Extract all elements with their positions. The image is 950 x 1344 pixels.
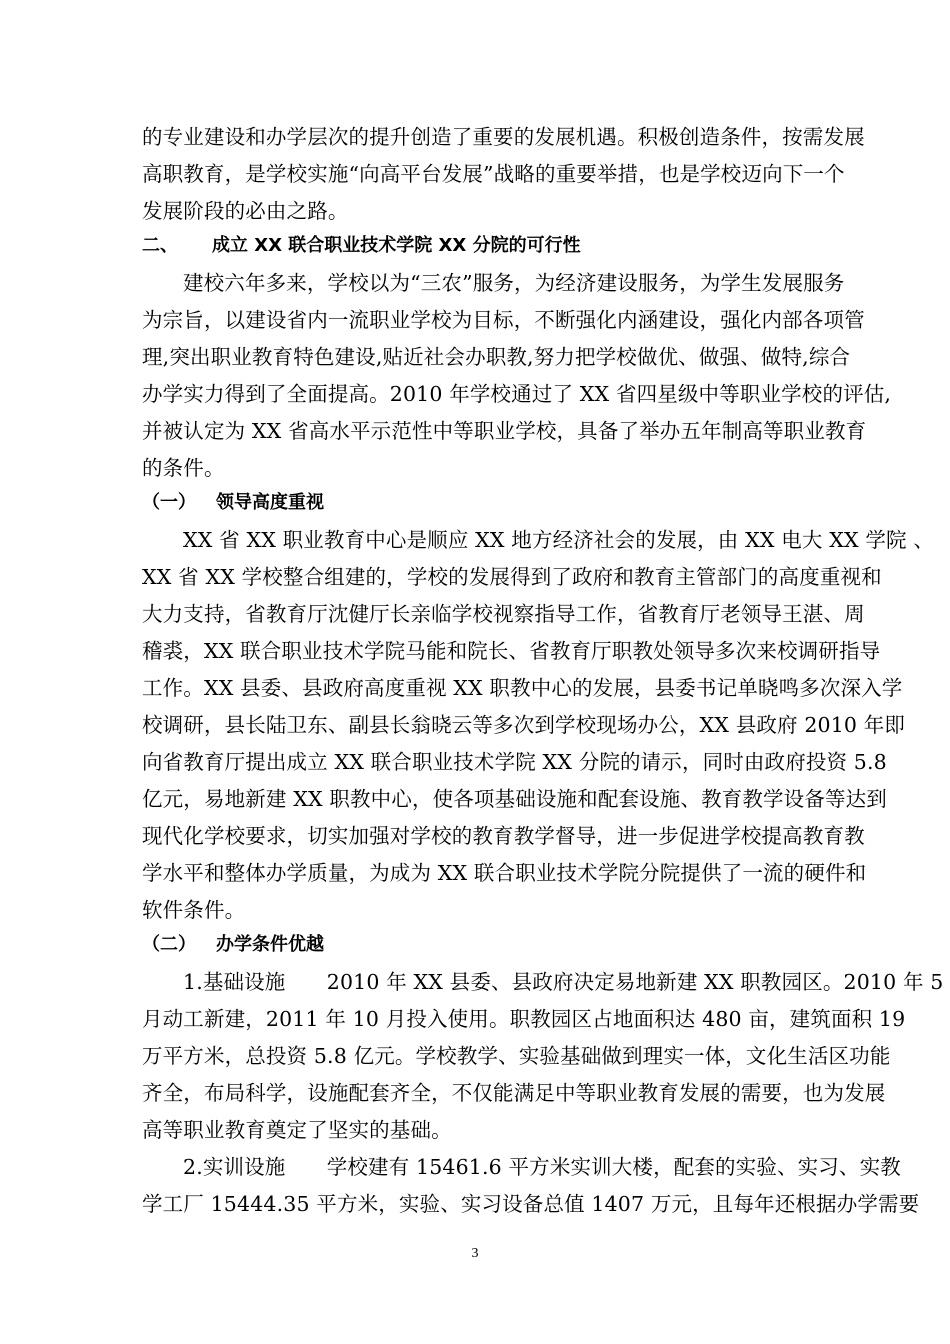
page-number: 3 bbox=[471, 1246, 479, 1261]
body-line: 高职教育，是学校实施“向高平台发展”战略的重要举措，也是学校迈向下一个 bbox=[142, 162, 845, 186]
body-line: 办学实力得到了全面提高。2010 年学校通过了 XX 省四星级中等职业学校的评估, bbox=[142, 382, 892, 406]
section-heading-number: 二、 bbox=[142, 235, 178, 256]
subsection-heading-text: 领导高度重视 bbox=[216, 492, 324, 513]
body-line: 学水平和整体办学质量，为成为 XX 联合职业技术学院分院提供了一流的硬件和 bbox=[142, 861, 867, 885]
body-line: 大力支持，省教育厅沈健厅长亲临学校视察指导工作，省教育厅老领导王湛、周 bbox=[142, 602, 865, 626]
body-line: 1.基础设施 2010 年 XX 县委、县政府决定易地新建 XX 职教园区。2010 年 5 bbox=[183, 970, 944, 994]
subsection-heading bbox=[142, 932, 812, 958]
body-line: XX 省 XX 学校整合组建的，学校的发展得到了政府和教育主管部门的高度重视和 bbox=[142, 565, 882, 589]
body-line: 现代化学校要求，切实加强对学校的教育教学督导，进一步促进学校提高教育教 bbox=[142, 824, 865, 848]
subsection-heading-number: （一） bbox=[142, 492, 196, 513]
body-line: 2.实训设施 学校建有 15461.6 平方米实训大楼，配套的实验、实习、实教 bbox=[183, 1155, 901, 1179]
body-line: 软件条件。 bbox=[142, 898, 246, 922]
body-line: 的专业建设和办学层次的提升创造了重要的发展机遇。积极创造条件，按需发展 bbox=[142, 125, 865, 149]
body-line: 建校六年多来，学校以为“三农”服务，为经济建设服务，为学生发展服务 bbox=[183, 271, 845, 295]
body-line: 工作。XX 县委、县政府高度重视 XX 职教中心的发展，县委书记单晓鸣多次深入学 bbox=[142, 676, 903, 700]
body-line: 校调研，县长陆卫东、副县长翁晓云等多次到学校现场办公，XX 县政府 2010 年即 bbox=[142, 713, 906, 737]
subsection-heading bbox=[142, 490, 812, 516]
body-line: 高等职业教育奠定了坚实的基础。 bbox=[142, 1118, 452, 1142]
body-line: 向省教育厅提出成立 XX 联合职业技术学院 XX 分院的请示，同时由政府投资 5.8 bbox=[142, 750, 887, 774]
body-line: 万平方米，总投资 5.8 亿元。学校教学、实验基础做到理实一体，文化生活区功能 bbox=[142, 1044, 891, 1068]
body-line: 亿元，易地新建 XX 职教中心，使各项基础设施和配套设施、教育教学设备等达到 bbox=[142, 787, 887, 811]
subsection-heading-number: （二） bbox=[142, 934, 196, 955]
body-line: 发展阶段的必由之路。 bbox=[142, 199, 349, 223]
body-line: 并被认定为 XX 省高水平示范性中等职业学校，具备了举办五年制高等职业教育 bbox=[142, 419, 867, 443]
body-line: 理,突出职业教育特色建设,贴近社会办职教,努力把学校做优、做强、做特,综合 bbox=[142, 345, 851, 369]
body-line: 为宗旨，以建设省内一流职业学校为目标，不断强化内涵建设，强化内部各项管 bbox=[142, 308, 865, 332]
section-heading bbox=[142, 233, 812, 259]
body-line: 的条件。 bbox=[142, 456, 225, 480]
body-line: 稽裘，XX 联合职业技术学院马能和院长、省教育厅职教处领导多次来校调研指导 bbox=[142, 639, 881, 663]
body-line: 齐全，布局科学，设施配套齐全，不仅能满足中等职业教育发展的需要，也为发展 bbox=[142, 1081, 886, 1105]
body-line: XX 省 XX 职业教育中心是顺应 XX 地方经济社会的发展，由 XX 电大 XX 学院 、 bbox=[183, 528, 935, 552]
body-line: 月动工新建，2011 年 10 月投入使用。职教园区占地面积达 480 亩，建筑面积 19 bbox=[142, 1007, 906, 1031]
body-line: 学工厂 15444.35 平方米，实验、实习设备总值 1407 万元，且每年还根据办学需要 bbox=[142, 1192, 920, 1216]
section-heading-text: 成立 XX 联合职业技术学院 XX 分院的可行性 bbox=[212, 235, 581, 256]
subsection-heading-text: 办学条件优越 bbox=[216, 934, 324, 955]
